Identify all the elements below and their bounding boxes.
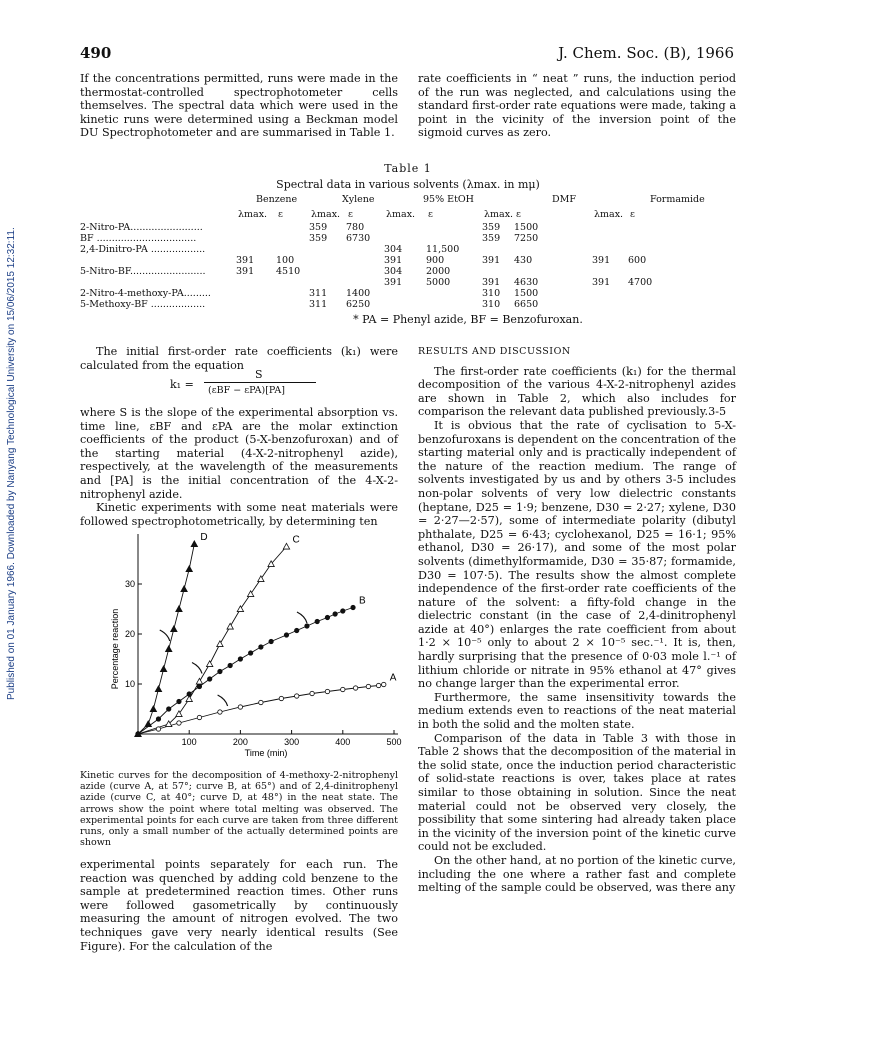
table-cell: 311 xyxy=(309,299,328,310)
series-line-A xyxy=(138,685,384,735)
data-point-A xyxy=(295,694,299,698)
data-point-C xyxy=(206,661,212,667)
data-point-C xyxy=(247,591,253,597)
side-note xyxy=(6,180,20,700)
column-header: ε xyxy=(348,209,353,220)
data-point-C xyxy=(227,623,233,629)
compound-name: 2-Nitro-4-methoxy-PA......... xyxy=(80,288,211,299)
left-column-bottom xyxy=(80,858,398,953)
x-tick-label: 400 xyxy=(335,737,351,747)
series-label-D: D xyxy=(200,532,208,543)
figure-lines xyxy=(138,544,384,734)
table-cell: 1500 xyxy=(514,222,539,233)
data-point-D xyxy=(155,686,161,692)
page-number: 490 xyxy=(80,44,112,62)
series-line-B xyxy=(138,608,353,735)
spectral-data-table xyxy=(80,194,736,326)
column-header: ε xyxy=(516,209,521,220)
table-cell: 304 xyxy=(384,244,403,255)
right-paragraph-1: The first-order rate coefficients (k₁) for the thermal decomposition of the various 4-X-2-nitrophenyl azides are shown in Table 2, which also includes for comparison the relevant data published previously.3-5 xyxy=(418,364,736,419)
data-point-A xyxy=(238,705,242,709)
column-header: λmax. xyxy=(386,209,416,220)
figure-arrows xyxy=(160,612,307,706)
solvent-header: Formamide xyxy=(650,194,705,205)
y-axis-label: Percentage reaction xyxy=(110,608,120,690)
table-cell: 359 xyxy=(482,222,501,233)
table-cell: 900 xyxy=(426,255,445,266)
journal-title: J. Chem. Soc. (B), 1966 xyxy=(558,44,734,62)
series-label-B: B xyxy=(359,595,366,607)
side-note-text: Published on 01 January 1966. Downloaded by Nanyang Technological University on 15/06/2015 12:32:11. xyxy=(6,227,17,700)
melting-arrow-A xyxy=(218,695,228,706)
table-cell: 6250 xyxy=(346,299,371,310)
table-title: Table 1 xyxy=(384,162,432,175)
y-tick-label: 30 xyxy=(124,579,135,589)
data-point-A xyxy=(310,691,314,695)
fraction-bar xyxy=(204,382,316,383)
figure-caption: Kinetic curves for the decomposition of 4-methoxy-2-nitrophenyl azide (curve A, at 57°; curve B, at 65°) and of 2,4-dinitrophenyl azide (curve C, at 40°; curve D, at 48°) in the neat state. The arrows show the point where total melting was observed. The experimental points for each curve are taken from three different runs, only a small number of the actually determined points are shown xyxy=(80,770,398,849)
data-point-C xyxy=(186,696,192,702)
table-cell: 391 xyxy=(592,255,611,266)
data-point-A xyxy=(156,727,160,731)
table-cell: 11,500 xyxy=(426,244,460,255)
data-point-B xyxy=(305,624,309,628)
table-cell: 359 xyxy=(309,222,328,233)
data-point-A xyxy=(366,684,370,688)
table-cell: 5000 xyxy=(426,277,451,288)
data-point-C xyxy=(258,576,264,582)
solvent-header: Xylene xyxy=(342,194,375,205)
table-cell: 391 xyxy=(384,277,403,288)
table-cell: 391 xyxy=(592,277,611,288)
solvent-header: 95% EtOH xyxy=(423,194,474,205)
melting-arrow-C xyxy=(192,663,202,674)
y-tick-label: 20 xyxy=(124,629,135,639)
data-point-B xyxy=(325,615,329,619)
table-cell: 359 xyxy=(482,233,501,244)
table-cell: 7250 xyxy=(514,233,539,244)
table-cell: 391 xyxy=(236,255,255,266)
rate-equation xyxy=(170,368,340,404)
data-point-D xyxy=(191,541,197,547)
series-line-C xyxy=(138,547,286,735)
column-header: ε xyxy=(630,209,635,220)
table-cell: 780 xyxy=(346,222,365,233)
data-point-B xyxy=(218,669,222,673)
table-cell: 6730 xyxy=(346,233,371,244)
table-cell: 100 xyxy=(276,255,295,266)
column-header: ε xyxy=(428,209,433,220)
table-cell: 391 xyxy=(482,255,501,266)
data-point-A xyxy=(382,682,386,686)
series-label-C: C xyxy=(292,534,300,546)
compound-name: 2,4-Dinitro-PA .................. xyxy=(80,244,206,255)
table-cell: 430 xyxy=(514,255,533,266)
table-cell: 359 xyxy=(309,233,328,244)
data-point-D xyxy=(160,666,166,672)
x-tick-label: 500 xyxy=(386,737,402,747)
table-cell: 4630 xyxy=(514,277,539,288)
data-point-B xyxy=(207,677,211,681)
data-point-A xyxy=(218,710,222,714)
column-header: λmax. xyxy=(238,209,268,220)
data-point-C xyxy=(283,543,289,549)
table-cell: 6650 xyxy=(514,299,539,310)
table-cell: 600 xyxy=(628,255,647,266)
data-point-D xyxy=(176,606,182,612)
y-tick-label: 10 xyxy=(124,679,135,689)
compound-name: 2-Nitro-PA........................ xyxy=(80,222,203,233)
table-cell: 391 xyxy=(384,255,403,266)
data-point-A xyxy=(341,687,345,691)
data-point-D xyxy=(145,721,151,727)
data-point-A xyxy=(177,721,181,725)
table-cell: 4510 xyxy=(276,266,301,277)
data-point-D xyxy=(186,566,192,572)
data-point-B xyxy=(295,628,299,632)
data-point-D xyxy=(166,646,172,652)
data-point-C xyxy=(217,641,223,647)
data-point-D xyxy=(171,626,177,632)
top-left-paragraph: If the concentrations permitted, runs were made in the thermostat-controlled spectrophotometer cells themselves. The spectral data which were used in the kinetic runs were determined using a Beckman model DU Spectrophotometer and are summarised in Table 1. xyxy=(80,72,398,140)
equation-denominator: (εBF − εPA)[PA] xyxy=(208,385,286,396)
table-cell: 1500 xyxy=(514,288,539,299)
data-point-B xyxy=(228,663,232,667)
left-paragraph-3: Kinetic experiments with some neat materials were followed spectrophotometrically, by determining ten xyxy=(80,501,398,528)
column-header: λmax. xyxy=(311,209,341,220)
table-cell: 2000 xyxy=(426,266,451,277)
data-point-D xyxy=(181,586,187,592)
solvent-header: Benzene xyxy=(256,194,298,205)
data-point-B xyxy=(248,651,252,655)
left-paragraph-2: where S is the slope of the experimental absorption vs. time line, εBF and εPA are the molar extinction coefficients of the product (5-X-benzofuroxan) and of the starting material (4-X-2-nitrophenyl azide), respectively, at the wavelength of the measurements and [PA] is the initial concentration of the 4-X-2-nitrophenyl azide. xyxy=(80,406,398,501)
data-point-A xyxy=(325,689,329,693)
series-line-D xyxy=(138,544,194,734)
left-column-body xyxy=(80,406,398,528)
data-point-A xyxy=(197,715,201,719)
data-point-B xyxy=(351,605,355,609)
table-cell: 391 xyxy=(482,277,501,288)
equation-numerator: S xyxy=(255,368,263,381)
table-cell: 4700 xyxy=(628,277,653,288)
table-cell: 391 xyxy=(236,266,255,277)
data-point-B xyxy=(238,657,242,661)
left-paragraph-4: experimental points separately for each run. The reaction was quenched by adding cold benzene to the sample at predetermined reaction times. Other runs were followed gasometrically by continuously measuring the amount of nitrogen evolved. The two techniques gave very nearly identical results (See Figure). For the calculation of the xyxy=(80,858,398,953)
table-cell: 311 xyxy=(309,288,328,299)
kinetic-curves-figure xyxy=(80,522,400,770)
right-paragraph-5: On the other hand, at no portion of the kinetic curve, including the one where a rather fast and complete melting of the sample could be observed, was there any xyxy=(418,853,736,895)
section-heading: RESULTS AND DISCUSSION xyxy=(418,346,571,357)
melting-arrow-D xyxy=(160,630,170,641)
data-point-A xyxy=(376,683,380,687)
compound-name: 5-Methoxy-BF .................. xyxy=(80,299,206,310)
table-cell: 304 xyxy=(384,266,403,277)
left-paragraph-1: The initial first-order rate coefficients (k₁) were calculated from the equation xyxy=(80,345,398,372)
solvent-header: DMF xyxy=(552,194,576,205)
table-cell: 310 xyxy=(482,288,501,299)
right-paragraph-4: Comparison of the data in Table 3 with those in Table 2 shows that the decomposition of the material in the solid state, once the induction period characteristic of solid-state reactions is over, takes place at rates similar to those obtaining in solution. Since the neat material could not be observed very closely, the possibility that some sintering had already taken place in the vicinity of the inversion point of the kinetic curve could not be excluded. xyxy=(418,731,736,854)
data-point-D xyxy=(150,706,156,712)
data-point-A xyxy=(279,696,283,700)
data-point-B xyxy=(315,619,319,623)
table-footnote: * PA = Phenyl azide, BF = Benzofuroxan. xyxy=(353,313,583,326)
figure-points xyxy=(135,541,386,737)
right-column xyxy=(418,345,736,895)
table-cell: 310 xyxy=(482,299,501,310)
table-cell: 1400 xyxy=(346,288,371,299)
data-point-C xyxy=(196,678,202,684)
data-point-B xyxy=(197,684,201,688)
data-point-B xyxy=(259,645,263,649)
data-point-B xyxy=(269,639,273,643)
column-header: λmax. xyxy=(594,209,624,220)
compound-name: 5-Nitro-BF......................... xyxy=(80,266,206,277)
data-point-B xyxy=(177,699,181,703)
figure-labels xyxy=(110,532,397,758)
data-point-B xyxy=(341,609,345,613)
table-caption: Spectral data in various solvents (λmax. in mμ) xyxy=(276,178,540,191)
column-header: λmax. xyxy=(484,209,514,220)
x-tick-label: 300 xyxy=(284,737,300,747)
data-point-C xyxy=(176,711,182,717)
x-tick-label: 100 xyxy=(181,737,197,747)
equation-lhs: k₁ = xyxy=(170,378,194,391)
series-label-A: A xyxy=(389,672,397,684)
melting-arrow-B xyxy=(297,612,307,623)
compound-name: BF ................................. xyxy=(80,233,197,244)
top-right-paragraph: rate coefficients in “ neat ” runs, the induction period of the run was neglected, and calculations using the standard first-order rate equations were made, taking a point in the vicinity of the inversion point of the sigmoid curves as zero. xyxy=(418,72,736,140)
data-point-B xyxy=(167,707,171,711)
right-paragraph-2: It is obvious that the rate of cyclisation to 5-X-benzofuroxans is dependent on the concentration of the starting material only and is practically independent of the nature of the reaction medium. The range of solvents investigated by us and by others 3-5 includes non-polar solvents of very low dielectric constants (heptane, D25 = 1·9; benzene, D30 = 2·27; xylene, D30 = 2·27—2·57), some of intermediate polarity (dibutyl phthalate, D25 = 6·43; cyclohexanol, D25 = 16·1; 95% ethanol, D30 = 26·17), and some of the most polar solvents (dimethylformamide, D30 = 35·87; formamide, D30 = 107·5). The results show the almost complete independence of the first-order rate coefficients of the nature of the solvent: a fifty-fold change in the dielectric constant (in the case of 2,4-dinitrophenyl azide at 40°) enlarges the rate coefficient from about 1·2 × 10⁻⁵ only to about 2 × 10⁻⁵ sec.⁻¹. It is, then, hardly surprising that the presence of 0·03 mole l.⁻¹ of lithium chloride or nitrate in 95% ethanol at 47° gives no change larger than the experimental error. xyxy=(418,418,736,691)
data-point-B xyxy=(156,717,160,721)
figure-axes xyxy=(138,534,398,734)
data-point-A xyxy=(353,686,357,690)
x-axis-label: Time (min) xyxy=(244,748,288,758)
data-point-C xyxy=(237,606,243,612)
data-point-B xyxy=(284,633,288,637)
data-point-B xyxy=(333,612,337,616)
x-tick-label: 200 xyxy=(232,737,248,747)
column-header: ε xyxy=(278,209,283,220)
data-point-A xyxy=(259,700,263,704)
right-paragraph-3: Furthermore, the same insensitivity towards the medium extends even to reactions of the neat material in both the solid and the molten state. xyxy=(418,690,736,732)
